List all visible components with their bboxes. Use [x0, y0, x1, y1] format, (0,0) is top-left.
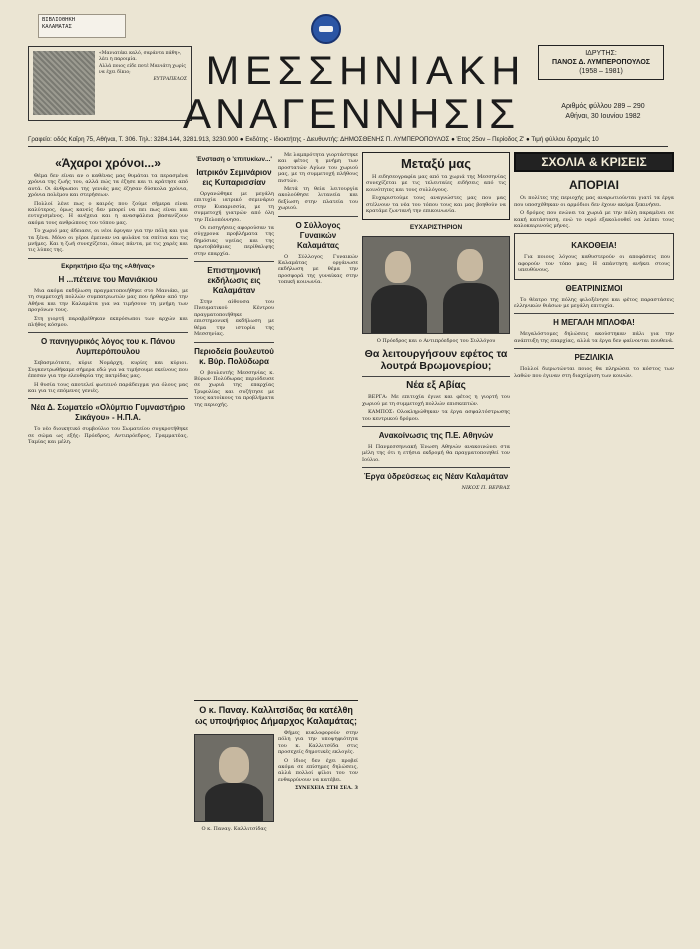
article-title: ΘΕΑΤΡΙΝΙΣΜΟΙ [565, 283, 623, 293]
article-kicker: Ένσταση ο 'επιτυκίων...' [196, 156, 272, 163]
article-title: Ο κ. Παναγ. Καλλιτσίδας θα κατέλθη ως υποψήφιος Δήμαρχος Καλαμάτας; [194, 705, 358, 726]
corner-box [28, 46, 192, 121]
article-title: Νέα Δ. Σωματείο «Ολύμπιο Γυμναστήριο Σικάγου» - Η.Π.Α. [30, 403, 186, 423]
article-title: Ιατρικόν Σεμινάριον εις Κυπαρισσίαν [196, 168, 272, 187]
masthead-line2: ΑΝΑΓΕΝΝΗΣΙΣ [182, 90, 520, 137]
issue-info: Αριθμός φύλλου 289 – 290 Αθήναι, 30 Ιουνίου 1982 [561, 103, 645, 120]
article-title: Περιοδεία βουλευτού κ. Βύρ. Πολύδωρα [194, 346, 274, 366]
article-kicker: Εκρηκτήριο έξω της «Αθήνας» [61, 262, 155, 270]
founder-box: ΙΔΡΥΤΗΣ: ΠΑΝΟΣ Δ. ΛΥΜΠΕΡΟΠΟΥΛΟΣ (1958 – 1981) [538, 45, 664, 80]
section-header: ΣΧΟΛΙΑ & ΚΡΙΣΕΙΣ [514, 152, 674, 172]
divider [28, 258, 188, 259]
article-title: «Άχαροι χρόνοι...» [55, 156, 161, 170]
divider [194, 261, 274, 262]
divider [278, 216, 358, 217]
article-title: Νέα εξ Αβίας [406, 380, 466, 392]
corner-text: «Μανιατάκι καλό, σαράντα πάθη», λέει η παροιμία. Αλλά ποιος είδε ποτέ Μανιάτη χωρίς να έχει δίκιο; ΕΥΤΡΑΠΕΛΟΣ [99, 51, 187, 82]
article-title: Η ...πέτεινε του Μανιάκιου [58, 274, 158, 284]
info-bar: Γραφείο: οδός Καΐρη 75, Αθήναι, Τ. 306. Τηλ.: 3284.144, 3281.913, 3230.900 ● Εκδότης - Ιδιοκτήτης - Διευθυντής: ΔΗΜΟΣΘΕΝΗΣ Π. ΛΥΜΠΕΡΟΠΟΥΛΟΣ ● Έτος 25ον – Περίοδος Ζ' ● Τιμή φύλλου δραχμές 10 [28, 136, 668, 147]
divider [28, 398, 188, 399]
article-title: Ο Σύλλογος Γυναικών Καλαμάτας [295, 220, 341, 250]
column-5: ΣΧΟΛΙΑ & ΚΡΙΣΕΙΣ ΑΠΟΡΙΑΙ Οι πολίτες της περιοχής μας αναρωτιούνται γιατί τα έργα που υποσχέθηκαν οι αρμόδιοι δεν έχουν ακόμα ξεκινήσει. Ο δρόμος που ενώνει τα χωριά με την πόλη παραμένει σε κακή κατάσταση, ενώ το νερό εξακολουθεί να λείπει τους καλοκαιρινούς μήνες. ΚΑΚΟΘΕΙΑ! Για ποιους λόγους καθυστερούν οι αποφάσεις που αφορούν τον τόπο μας; Η απάντηση ανήκει στους υπευθύνους. ΘΕΑΤΡΙΝΙΣΜΟΙ Το θέατρο της πόλης φιλοξένησε και φέτος παραστάσεις ελληνικών θιάσων με μεγάλη επιτυχία. Η ΜΕΓΑΛΗ ΜΠΛΟΦΑ! Μεγαλόστομες δηλώσεις ακούστηκαν πάλι για την ανάπτυξη της επαρχίας, αλλά τα έργα δεν φαίνονται πουθενά. ΡΕΖΙΛΙΚΙΑ Πολλοί διερωτώνται ποιος θα πληρώσει το κόστος των λαθών που έγιναν στη διαχείριση των κοινών. [514, 152, 674, 932]
article-title: Ο πανηγυρικός λόγος του κ. Πάνου Λυμπερόπουλου [40, 337, 175, 357]
article-title: Έργα ύδρεύσεως εις Νέαν Καλαμάταν [363, 472, 509, 482]
column-3: Με λαμπρότητα γιορτάστηκε και φέτος η μνήμη των προστατών Αγίων του χωριού μας, με τη συμμετοχή πλήθους πιστών. Μετά τη θεία λειτουργία ακολούθησε λιτανεία και δεξίωση στην πλατεία του χωριού. Ο Σύλλογος Γυναικών Καλαμάτας Ο Σύλλογος Γυναικών Καλαμάτας οργάνωσε εκδήλωση με θέμα την προσφορά της γυναίκας στην τοπική κοινωνία. [278, 152, 358, 286]
article-title: ΑΠΟΡΙΑΙ [568, 178, 619, 193]
divider [362, 467, 510, 468]
portrait-photo [194, 734, 274, 822]
article-title: ΡΕΖΙΛΙΚΙΑ [574, 353, 614, 363]
bottom-feature: Ο κ. Παναγ. Καλλιτσίδας θα κατέλθη ως υποψήφιος Δήμαρχος Καλαμάτας; Ο κ. Παναγ. Καλλιτσίδας Φήμες κυκλοφορούν στην πόλη για την υποψηφιότητα του κ. Καλλιτσίδα στις προσεχείς δημοτικές εκλογές. Ο ίδιος δεν έχει προβεί ακόμα σε επίσημες δηλώσεις, αλλά πολλοί φίλοι του τον ενθαρρύνουν να κατέβει. ΣΥΝΕΧΕΙΑ ΣΤΗ ΣΕΛ. 3 [194, 700, 358, 933]
article-title: Επιστημονική εκδήλωσις εις Καλαμάταν [207, 266, 261, 296]
divider [514, 313, 674, 314]
globe-logo-icon [311, 14, 341, 44]
corner-illustration [33, 51, 95, 115]
masthead-line1: ΜΕΣΣΗΝΙΑΚΗ [205, 49, 527, 93]
article-title: Ανακοίνωσις της Π.Ε. Αθηνών [378, 431, 494, 441]
article-title: Θα λειτουργήσουν εφέτος τα λουτρά Βρωμονερίου; [364, 348, 508, 373]
divider [514, 348, 674, 349]
column-2: Ένσταση ο 'επιτυκίων...' Ιατρικόν Σεμινάριον εις Κυπαρισσίαν Οργανώθηκε με μεγάλη επιτυχία ιατρικό σεμινάριο στην Κυπαρισσία, με τη συμμετοχή γιατρών από όλη την Πελοπόννησο. Οι εισηγήσεις αφορούσαν τα σύγχρονα προβλήματα της δημόσιας υγείας και της πρωτοβάθμιας περίθαλψης στην επαρχία. Επιστημονική εκδήλωσις εις Καλαμάταν Στην αίθουσα του Πνευματικού Κέντρου πραγματοποιήθηκε επιστημονική εκδήλωση με θέμα την ιστορία της Μεσσηνίας. Περιοδεία βουλευτού κ. Βύρ. Πολύδωρα Ο βουλευτής Μεσσηνίας κ. Βύρων Πολύδωρας περιόδευσε σε χωριά της επαρχίας Τριφυλίας και συζήτησε με τους κατοίκους τα προβλήματα της περιοχής. [194, 156, 274, 408]
boxed-note: ΚΑΚΟΘΕΙΑ! Για ποιους λόγους καθυστερούν οι αποφάσεις που αφορούν τον τόπο μας; Η απάντηση ανήκει στους υπευθύνους. [514, 233, 674, 279]
divider [194, 342, 274, 343]
divider [362, 426, 510, 427]
divider [28, 332, 188, 333]
two-men-photo [362, 236, 510, 334]
article-title: Η ΜΕΓΑΛΗ ΜΠΛΟΦΑ! [553, 318, 635, 328]
column-4: Μεταξύ μας Η ειδησεογραφία μας από τα χωριά της Μεσσηνίας συνεχίζεται με τις τελευταίες ειδήσεις από τις κοινότητες και τους συλλόγους. Ευχαριστούμε τους αναγνώστες μας που μας στέλνουν τα νέα του τόπου τους και μας βοηθούν να κρατάμε ζωντανή την επικοινωνία. ΕΥΧΑΡΙΣΤΗΡΙΟΝ Ο Πρόεδρος και ο Αντιπρόεδρος του Συλλόγου Θα λειτουργήσουν εφέτος τα λουτρά Βρωμονερίου; Νέα εξ Αβίας ΒΕΡΓΑ: Με επιτυχία έγινε και φέτος η γιορτή του χωριού με τη συμμετοχή πολλών επισκεπτών. ΚΑΜΠΟΣ: Ολοκληρώθηκαν τα έργα ασφαλτόστρωσης του κεντρικού δρόμου. Ανακοίνωσις της Π.Ε. Αθηνών Η Πανμεσσηνιακή Ένωση Αθηνών ανακοινώνει στα μέλη της ότι η ετήσια εκδρομή θα πραγματοποιηθεί τον Ιούλιο. Έργα ύδρεύσεως εις Νέαν Καλαμάταν ΝΙΚΟΣ Π. ΒΕΡΒΑΣ [362, 152, 510, 932]
divider [362, 376, 510, 377]
column-1: «Άχαροι χρόνοι...» Θέμα δεν είναι αν ο καθένας μας θυμάται τα περασμένα χρόνια της ζωής του, αλλά πώς τα έζησε και τι κράτησε από αυτά. Οι άνθρωποι της γενιάς μας έζησαν δύσκολα χρόνια, χρόνια πολέμου και στερήσεων. Πολλοί λένε πως ο καιρός που ζούμε σήμερα είναι καλύτερος, όμως κανείς δεν μπορεί να πει πως είναι και ευτυχισμένος. Η ανέχεια και η ανασφάλεια βασανίζουν ακόμα τους ανθρώπους του τόπου μας. Το χωριό μας άδειασε, οι νέοι έφυγαν για την πόλη και για τα ξένα. Μόνο οι γέροι έμειναν να φυλάνε τα σπίτια και τις μνήμες. Και η ζωή συνεχίζεται, όπως πάντα, με τις χαρές και τις λύπες της. Εκρηκτήριο έξω της «Αθήνας» Η ...πέτεινε του Μανιάκιου Μια ακόμα εκδήλωση πραγματοποιήθηκε στο Μανιάκι, με τη συμμετοχή πολλών συμπατριωτών μας που ήρθαν από την Αθήνα και την Καλαμάτα για να τιμήσουν τη μνήμη των προγόνων τους. Στη γιορτή παραβρέθηκαν εκπρόσωποι των αρχών και πλήθος κόσμου. Ο πανηγυρικός λόγος του κ. Πάνου Λυμπερόπουλου Σεβασμιότατε, κύριε Νομάρχη, κυρίες και κύριοι. Συγκεντρωθήκαμε σήμερα εδώ για να τιμήσουμε εκείνους που έπεσαν για την ελευθερία της πατρίδας μας. Η θυσία τους αποτελεί φωτεινό παράδειγμα για όλους μας και για τις επόμενες γενιές. Νέα Δ. Σωματείο «Ολύμπιο Γυμναστήριο Σικάγου» - Η.Π.Α. Το νέο διοικητικό συμβούλιο του Σωματείου συγκροτήθηκε σε σώμα ως εξής: Πρόεδρος, Αντιπρόεδρος, Γραμματέας, Ταμίας και μέλη. [28, 156, 188, 446]
metaxy-mas-box: Μεταξύ μας Η ειδησεογραφία μας από τα χωριά της Μεσσηνίας συνεχίζεται με τις τελευταίες ειδήσεις από τις κοινότητες και τους συλλόγους. Ευχαριστούμε τους αναγνώστες μας που μας στέλνουν τα νέα του τόπου τους και μας βοηθούν να κρατάμε ζωντανή την επικοινωνία. [362, 152, 510, 220]
library-stamp: ΒΙΒΛΙΟΘΗΚΗ ΚΑΛΑΜΑΤΑΣ [38, 14, 126, 38]
